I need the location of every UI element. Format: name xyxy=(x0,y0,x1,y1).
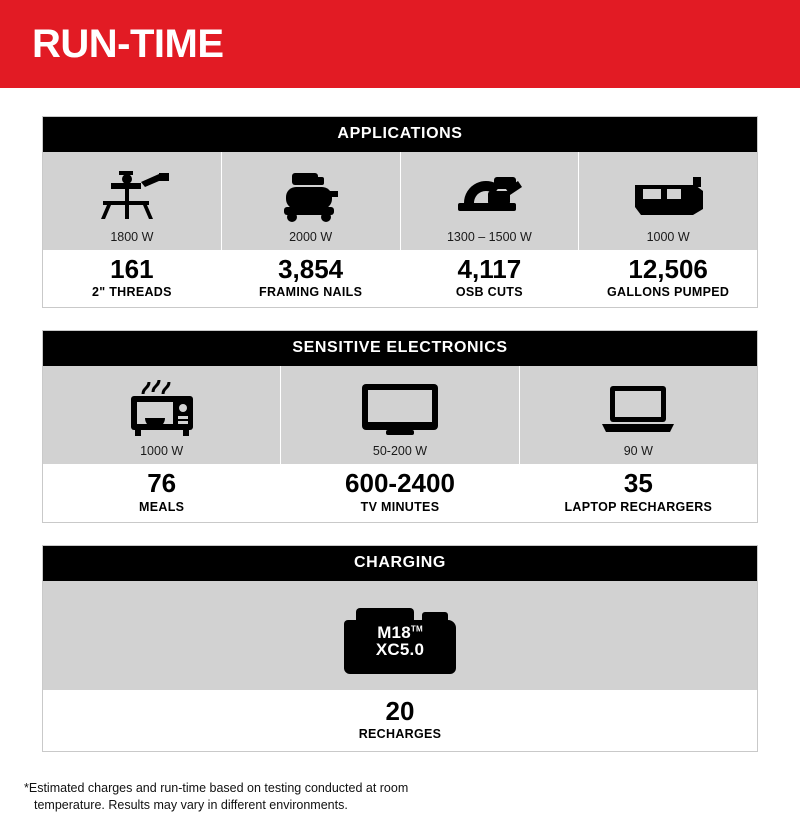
watts-label: 1000 W xyxy=(646,230,690,244)
value-unit: GALLONS PUMPED xyxy=(606,285,730,300)
value-number: 4,117 xyxy=(457,254,522,284)
value-area xyxy=(43,689,757,751)
value-unit: 2" THREADS xyxy=(91,285,172,300)
value-unit: FRAMING NAILS xyxy=(259,285,363,300)
application-item-osb-cuts xyxy=(401,152,580,307)
laptop-icon xyxy=(596,366,680,444)
electronics-item-tv-minutes xyxy=(281,366,519,521)
watts-label: 1800 W xyxy=(110,230,154,244)
section-header-charging: CHARGING xyxy=(43,546,757,581)
footnote-line-2: temperature. Results may vary in different environments. xyxy=(34,797,348,812)
value-number: 600-2400 xyxy=(345,468,455,499)
microwave-icon xyxy=(123,366,201,444)
value-unit: OSB CUTS xyxy=(455,285,523,300)
header-banner xyxy=(0,0,800,88)
value-area xyxy=(281,463,518,521)
application-item-framing-nails xyxy=(222,152,401,307)
battery-graphic xyxy=(344,608,456,674)
value-area xyxy=(222,249,400,307)
application-item-threads xyxy=(43,152,222,307)
content-area xyxy=(0,88,800,752)
electronics-item-laptop-rechargers xyxy=(520,366,757,521)
section-sensitive-electronics xyxy=(42,330,758,522)
charging-item-recharges xyxy=(43,581,757,751)
watts-label: 1300 – 1500 W xyxy=(446,230,532,244)
watts-label: 1000 W xyxy=(140,444,184,459)
watts-label: 50-200 W xyxy=(372,444,428,459)
value-unit: MEALS xyxy=(139,499,185,514)
value-number: 76 xyxy=(147,468,177,499)
value-area xyxy=(43,463,280,521)
watts-label: 2000 W xyxy=(289,230,333,244)
page-title: RUN-TIME xyxy=(32,21,224,66)
section-charging xyxy=(42,545,758,752)
battery-label-line1: M18™ xyxy=(377,622,423,642)
value-area xyxy=(401,249,579,307)
value-area xyxy=(43,249,221,307)
application-item-gallons-pumped xyxy=(579,152,757,307)
sensitive-electronics-columns xyxy=(43,366,757,521)
air-compressor-icon xyxy=(268,152,354,230)
value-area xyxy=(520,463,757,521)
applications-columns xyxy=(43,152,757,307)
section-header-sensitive-electronics: SENSITIVE ELECTRONICS xyxy=(43,331,757,366)
battery-label xyxy=(344,624,456,660)
value-number: 3,854 xyxy=(278,254,344,284)
section-header-applications: APPLICATIONS xyxy=(43,117,757,152)
threader-icon xyxy=(89,152,175,230)
value-unit: LAPTOP RECHARGERS xyxy=(564,499,713,514)
battery-label-line2: XC5.0 xyxy=(375,640,425,660)
value-unit: TV MINUTES xyxy=(360,499,440,514)
charging-columns xyxy=(43,581,757,751)
footnote-line-1: *Estimated charges and run-time based on testing conducted at room xyxy=(24,780,409,795)
footnote xyxy=(0,774,800,814)
section-applications xyxy=(42,116,758,308)
m18-battery-icon xyxy=(344,581,456,689)
value-number: 161 xyxy=(110,254,154,284)
pump-icon xyxy=(623,152,713,230)
circular-saw-icon xyxy=(444,152,534,230)
electronics-item-meals xyxy=(43,366,281,521)
value-number: 35 xyxy=(623,468,653,499)
watts-label: 90 W xyxy=(623,444,653,459)
value-unit: RECHARGES xyxy=(358,726,442,741)
value-area xyxy=(579,249,757,307)
value-number: 20 xyxy=(385,695,415,726)
television-icon xyxy=(358,366,442,444)
value-number: 12,506 xyxy=(628,254,708,284)
